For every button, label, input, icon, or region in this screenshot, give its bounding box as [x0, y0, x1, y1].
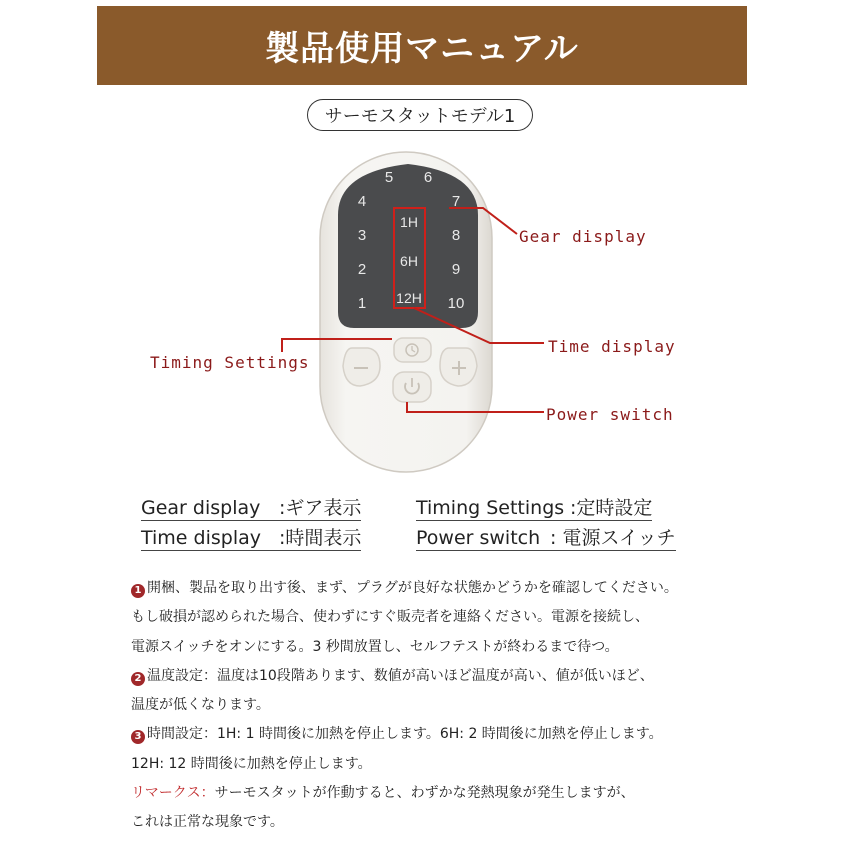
gear-9: 9 [451, 261, 461, 278]
note-1-cont: もし破損が認められた場合、使わずにすぐ販売者を連絡ください。電源を接続し、 [131, 609, 649, 626]
power-button[interactable] [393, 372, 431, 402]
note-2-cont: 温度が低くなります。 [131, 697, 270, 714]
callout-power-switch: Power switch [546, 405, 674, 424]
gear-5: 5 [384, 169, 394, 186]
timing-button[interactable] [394, 338, 431, 362]
legend-gear-display [141, 497, 361, 521]
step-2-badge: 2 [131, 672, 145, 686]
timer-1h: 1H [400, 214, 418, 230]
legend-value: :定時設定 [570, 497, 653, 519]
note-text: サーモスタットが作動すると、わずかな発熱現象が発生しますが、 [214, 785, 635, 802]
legend-power-switch [416, 527, 676, 551]
legend-key: Power switch [416, 527, 541, 549]
callout-gear-display: Gear display [519, 227, 647, 246]
note-text: 開梱、製品を取り出す後、まず、プラグが良好な状態かどうかを確認してください。 [147, 580, 678, 596]
remark-label: リマークス： [131, 785, 215, 802]
timer-12h: 12H [396, 290, 422, 306]
remark-cont: これは正常な現象です。 [131, 814, 284, 831]
timer-6h: 6H [400, 253, 418, 269]
callout-time-display: Time display [548, 337, 676, 356]
note-text: 温度設定：温度は10段階あります、数値が高いほど温度が高い、値が低いほど、 [147, 667, 654, 684]
legend-timing-settings [416, 497, 652, 521]
gear-4: 4 [357, 193, 367, 210]
note-2 [131, 662, 771, 691]
gear-8: 8 [451, 227, 461, 244]
legend-value: : 電源スイッチ [550, 527, 676, 549]
legend-value: :時間表示 [279, 527, 362, 549]
note-1 [131, 574, 771, 603]
legend-time-display [141, 527, 361, 551]
page-title: 製品使用マニュアル [265, 29, 579, 69]
gear-10: 10 [447, 295, 465, 312]
legend-key: Time display [141, 527, 262, 549]
gear-6: 6 [423, 169, 433, 186]
gear-7: 7 [451, 193, 461, 210]
legend-key: Timing Settings [416, 497, 565, 519]
callout-timing-settings: Timing Settings [150, 353, 310, 372]
note-1-cont: 電源スイッチをオンにする。3 秒間放置し、セルフテストが終わるまで待つ。 [131, 638, 619, 655]
legend-key: Gear display [141, 497, 261, 519]
minus-button[interactable] [343, 348, 380, 386]
legend-value: :ギア表示 [279, 497, 362, 519]
plus-button[interactable] [440, 348, 477, 386]
model-label: サーモスタットモデル1 [307, 99, 533, 131]
step-3-badge: 3 [131, 730, 145, 744]
note-text: 時間設定：1H: 1 時間後に加熱を停止します。6H: 2 時間後に加熱を停止します。 [147, 726, 663, 743]
gear-2: 2 [357, 261, 367, 278]
instructions [131, 574, 771, 838]
note-3 [131, 720, 771, 749]
gear-3: 3 [357, 227, 367, 244]
remark [131, 779, 771, 808]
step-1-badge: 1 [131, 584, 145, 598]
note-3-cont: 12H: 12 時間後に加熱を停止します。 [131, 755, 372, 772]
gear-1: 1 [357, 295, 367, 312]
